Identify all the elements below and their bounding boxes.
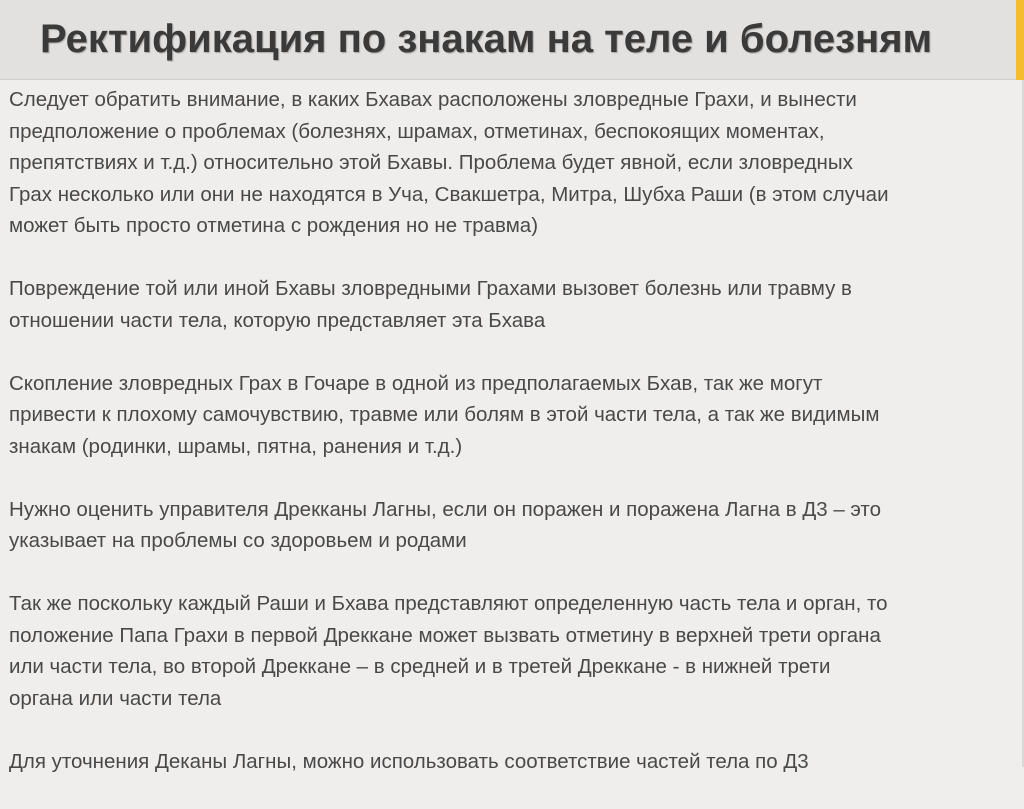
title-bar xyxy=(0,0,1024,80)
accent-stripe xyxy=(1016,0,1024,80)
paragraph-3 xyxy=(9,368,1009,463)
text-line: Грах несколько или они не находятся в Уча, Свакшетра, Митра, Шубха Раши (в этом случаи xyxy=(9,182,889,206)
text-line: Следует обратить внимание, в каких Бхавах расположены зловредные Грахи, и вынести xyxy=(9,88,857,111)
paragraph-6 xyxy=(9,746,1009,778)
text-line: Нужно оценить управителя Дрекканы Лагны, если он поражен и поражена Лагна в Д3 – это xyxy=(9,497,881,521)
text-line: положение Папа Грахи в первой Дреккане может вызвать отметину в верхней трети органа xyxy=(9,623,881,647)
text-line: привести к плохому самочувствию, травме или болям в этой части тела, а так же видимым xyxy=(9,403,880,426)
text-line: Скопление зловредных Грах в Гочаре в одной из предполагаемых Бхав, так же могут xyxy=(9,371,823,395)
paragraph-5 xyxy=(9,588,1009,714)
text-line: может быть просто отметина с рождения но не травма) xyxy=(9,214,539,237)
text-line: или части тела, во второй Дреккане – в средней и в третей Дреккане - в нижней трети xyxy=(9,655,831,678)
text-line: знакам (родинки, шрамы, пятна, ранения и т.д.) xyxy=(9,434,463,458)
text-line: Для уточнения Деканы Лагны, можно использовать соответствие частей тела по Д3 xyxy=(9,749,809,773)
text-line: указывает на проблемы со здоровьем и родами xyxy=(9,529,467,552)
paragraph-4 xyxy=(9,494,1009,557)
text-line: предположение о проблемах (болезнях, шрамах, отметинах, беспокоящих моментах, xyxy=(9,119,825,143)
slide-title: Ректификация по знакам на теле и болезням xyxy=(40,17,933,61)
text-line: отношении части тела, которую представляет эта Бхава xyxy=(9,308,546,332)
text-line: органа или части тела xyxy=(9,686,222,710)
text-line: Так же поскольку каждый Раши и Бхава представляют определенную часть тела и орган, то xyxy=(9,592,888,615)
paragraph-2 xyxy=(9,273,1009,336)
slide-body xyxy=(9,84,1009,809)
text-line: препятствиях и т.д.) относительно этой Бхавы. Проблема будет явной, если зловредных xyxy=(9,151,853,174)
text-line: Повреждение той или иной Бхавы зловредными Грахами вызовет болезнь или травму в xyxy=(9,277,852,300)
paragraph-1 xyxy=(9,84,1009,242)
